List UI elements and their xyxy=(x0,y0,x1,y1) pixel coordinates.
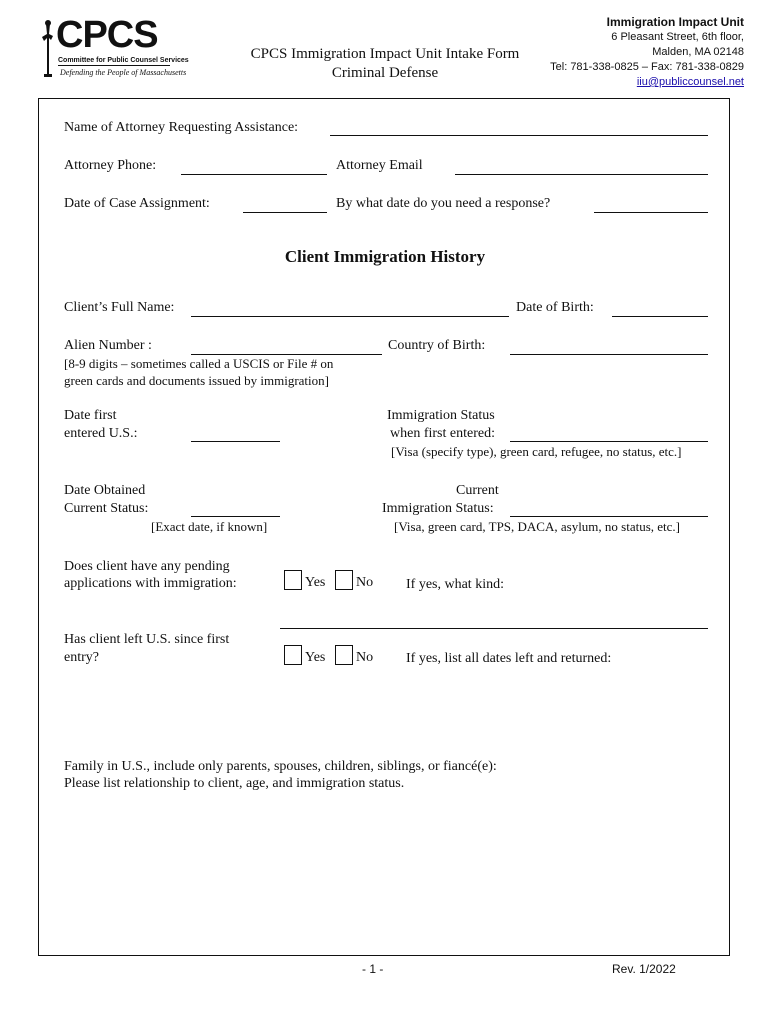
pending-yes-label: Yes xyxy=(305,575,326,590)
attorney-phone-field[interactable] xyxy=(181,174,327,175)
case-assignment-date-field[interactable] xyxy=(243,212,327,213)
page-number: - 1 - xyxy=(362,962,384,976)
country-of-birth-label: Country of Birth: xyxy=(388,338,486,353)
status-first-label-1: Immigration Status xyxy=(387,408,495,423)
pending-kind-field[interactable] xyxy=(280,628,708,629)
left-us-label-1: Has client left U.S. since first xyxy=(64,632,230,647)
response-date-field[interactable] xyxy=(594,212,708,213)
pending-kind-label: If yes, what kind: xyxy=(406,577,504,592)
form-title xyxy=(230,45,540,83)
left-no-checkbox[interactable] xyxy=(335,645,353,665)
current-status-note: [Visa, green card, TPS, DACA, asylum, no status, etc.] xyxy=(394,519,681,534)
date-obtained-note: [Exact date, if known] xyxy=(151,519,268,534)
contact-phone-fax: Tel: 781-338-0825 – Fax: 781-338-0829 xyxy=(550,61,744,73)
pending-apps-label-1: Does client have any pending xyxy=(64,559,230,574)
logo-divider xyxy=(58,65,170,66)
logo-wordmark: CPCS xyxy=(56,14,158,56)
date-obtained-field[interactable] xyxy=(191,516,280,517)
cpcs-logo xyxy=(38,14,198,82)
alien-number-label: Alien Number : xyxy=(64,338,152,353)
family-label-2: Please list relationship to client, age, and immigration status. xyxy=(64,776,405,791)
contact-city: Malden, MA 02148 xyxy=(652,46,744,58)
revision-date: Rev. 1/2022 xyxy=(612,962,676,976)
date-first-entered-label-1: Date first xyxy=(64,408,117,423)
date-first-entered-field[interactable] xyxy=(191,441,280,442)
left-dates-label: If yes, list all dates left and returned: xyxy=(406,651,612,666)
case-assignment-label: Date of Case Assignment: xyxy=(64,196,210,211)
current-status-label-1: Current xyxy=(456,483,499,498)
country-of-birth-field[interactable] xyxy=(510,354,708,355)
status-first-label-2: when first entered: xyxy=(390,426,495,441)
current-status-label-2: Immigration Status: xyxy=(382,501,494,516)
left-no-label: No xyxy=(356,650,374,665)
contact-block xyxy=(550,14,744,90)
dob-label: Date of Birth: xyxy=(516,300,594,315)
form-title-line2: Criminal Defense xyxy=(331,65,439,81)
attorney-name-label: Name of Attorney Requesting Assistance: xyxy=(64,120,299,135)
alien-number-note-1: [8-9 digits – sometimes called a USCIS or File # on xyxy=(64,356,334,371)
section-heading: Client Immigration History xyxy=(284,247,486,266)
date-obtained-label-1: Date Obtained xyxy=(64,483,146,498)
torch-figure-icon xyxy=(38,20,58,78)
pending-yes-checkbox[interactable] xyxy=(284,570,302,590)
attorney-email-field[interactable] xyxy=(455,174,708,175)
status-first-note: [Visa (specify type), green card, refugee, no status, etc.] xyxy=(391,444,682,459)
status-first-field[interactable] xyxy=(510,441,708,442)
pending-no-label: No xyxy=(356,575,374,590)
left-us-label-2: entry? xyxy=(64,650,99,665)
contact-street: 6 Pleasant Street, 6th floor, xyxy=(611,31,744,43)
pending-no-checkbox[interactable] xyxy=(335,570,353,590)
pending-apps-label-2: applications with immigration: xyxy=(64,576,237,591)
attorney-phone-label: Attorney Phone: xyxy=(64,158,157,173)
logo-tagline: Defending the People of Massachusetts xyxy=(60,68,187,77)
alien-number-note-2: green cards and documents issued by immigration] xyxy=(64,373,329,388)
dob-field[interactable] xyxy=(612,316,708,317)
response-date-label: By what date do you need a response? xyxy=(336,196,551,211)
date-first-entered-label-2: entered U.S.: xyxy=(64,426,138,441)
form-title-line1: CPCS Immigration Impact Unit Intake Form xyxy=(250,46,520,62)
date-obtained-label-2: Current Status: xyxy=(64,501,149,516)
client-name-label: Client’s Full Name: xyxy=(64,300,175,315)
contact-email-link[interactable]: iiu@publiccounsel.net xyxy=(636,76,744,88)
logo-org-name: Committee for Public Counsel Services xyxy=(58,57,189,64)
left-yes-label: Yes xyxy=(305,650,326,665)
current-status-field[interactable] xyxy=(510,516,708,517)
attorney-email-label: Attorney Email xyxy=(336,158,423,173)
attorney-name-field[interactable] xyxy=(330,135,708,136)
client-name-field[interactable] xyxy=(191,316,509,317)
left-yes-checkbox[interactable] xyxy=(284,645,302,665)
contact-unit: Immigration Impact Unit xyxy=(606,15,744,29)
family-label-1: Family in U.S., include only parents, spouses, children, siblings, or fiancé(e): xyxy=(64,759,497,774)
